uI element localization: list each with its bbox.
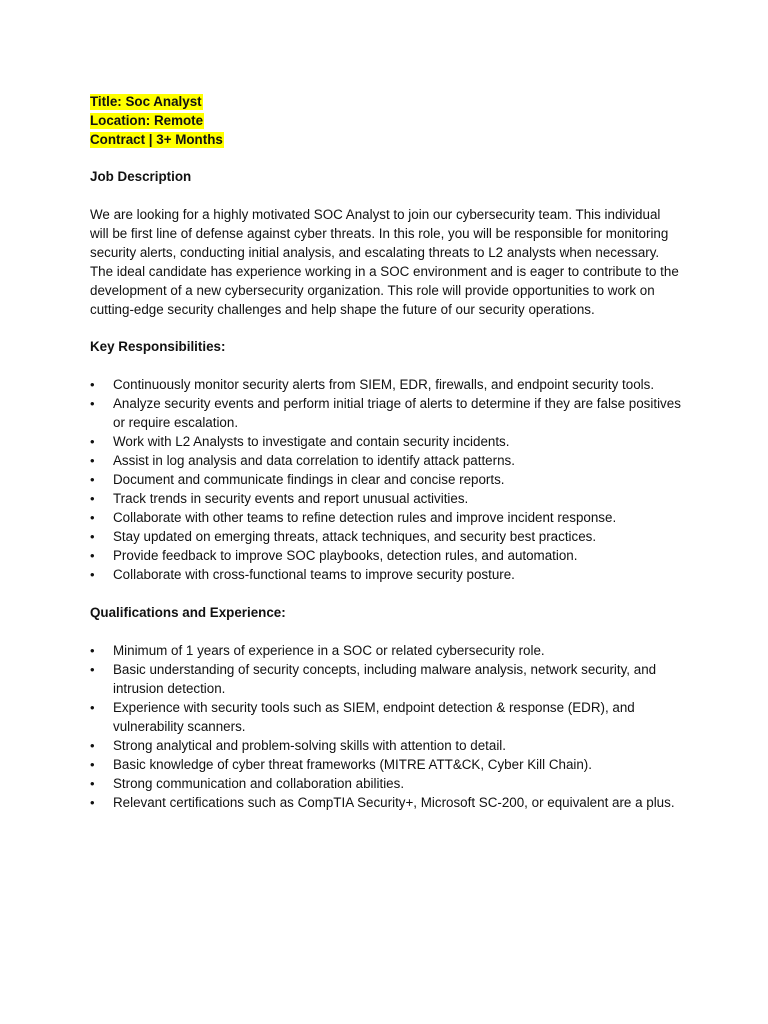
bullet-icon: • bbox=[90, 757, 95, 772]
list-item-text: Experience with security tools such as SIEM, endpoint detection & response (EDR), and vulnerability scanners. bbox=[113, 700, 635, 734]
bullet-icon: • bbox=[90, 795, 95, 810]
bullet-icon: • bbox=[90, 510, 95, 525]
list-item bbox=[90, 375, 682, 394]
list-item bbox=[90, 546, 682, 565]
list-item bbox=[90, 774, 682, 793]
document-page bbox=[90, 92, 682, 812]
list-item-text: Analyze security events and perform initial triage of alerts to determine if they are false positives or require escalation. bbox=[113, 396, 681, 430]
bullet-icon: • bbox=[90, 529, 95, 544]
list-item-text: Stay updated on emerging threats, attack techniques, and security best practices. bbox=[113, 529, 597, 544]
job-description-heading: Job Description bbox=[90, 169, 192, 184]
list-item bbox=[90, 660, 682, 698]
bullet-icon: • bbox=[90, 738, 95, 753]
bullet-icon: • bbox=[90, 491, 95, 506]
responsibilities-heading: Key Responsibilities: bbox=[90, 339, 226, 354]
list-item bbox=[90, 736, 682, 755]
bullet-icon: • bbox=[90, 567, 95, 582]
list-item-text: Continuously monitor security alerts from SIEM, EDR, firewalls, and endpoint security tools. bbox=[113, 377, 655, 392]
list-item bbox=[90, 698, 682, 736]
bullet-icon: • bbox=[90, 548, 95, 563]
list-item bbox=[90, 451, 682, 470]
bullet-icon: • bbox=[90, 472, 95, 487]
bullet-icon: • bbox=[90, 776, 95, 791]
list-item-text: Collaborate with cross-functional teams to improve security posture. bbox=[113, 567, 515, 582]
bullet-icon: • bbox=[90, 643, 95, 658]
list-item bbox=[90, 793, 682, 812]
responsibilities-list bbox=[90, 375, 682, 584]
bullet-icon: • bbox=[90, 396, 95, 411]
list-item bbox=[90, 641, 682, 660]
list-item bbox=[90, 508, 682, 527]
qualifications-heading: Qualifications and Experience: bbox=[90, 605, 286, 620]
list-item bbox=[90, 432, 682, 451]
list-item-text: Track trends in security events and report unusual activities. bbox=[113, 491, 469, 506]
list-item-text: Document and communicate findings in clear and concise reports. bbox=[113, 472, 505, 487]
list-item-text: Assist in log analysis and data correlation to identify attack patterns. bbox=[113, 453, 515, 468]
job-title: Title: Soc Analyst bbox=[90, 94, 202, 109]
list-item-text: Minimum of 1 years of experience in a SOC or related cybersecurity role. bbox=[113, 643, 545, 658]
list-item bbox=[90, 489, 682, 508]
job-description-paragraph: We are looking for a highly motivated SOC Analyst to join our cybersecurity team. This individual will be first line of defense against cyber threats. In this role, you will be responsible for monitoring security alerts, conducting initial analysis, and escalating threats to L2 analysts when necessary. The ideal candidate has experience working in a SOC environment and is eager to contribute to the development of a new cybersecurity organization. This role will provide opportunities to work on cutting-edge security challenges and help shape the future of our security operations. bbox=[90, 207, 679, 317]
list-item bbox=[90, 394, 682, 432]
bullet-icon: • bbox=[90, 434, 95, 449]
list-item-text: Provide feedback to improve SOC playbooks, detection rules, and automation. bbox=[113, 548, 578, 563]
bullet-icon: • bbox=[90, 662, 95, 677]
job-location: Location: Remote bbox=[90, 113, 204, 128]
list-item-text: Work with L2 Analysts to investigate and contain security incidents. bbox=[113, 434, 510, 449]
job-contract: Contract | 3+ Months bbox=[90, 132, 223, 147]
list-item bbox=[90, 755, 682, 774]
list-item bbox=[90, 470, 682, 489]
qualifications-list bbox=[90, 641, 682, 812]
bullet-icon: • bbox=[90, 453, 95, 468]
list-item-text: Basic knowledge of cyber threat frameworks (MITRE ATT&CK, Cyber Kill Chain). bbox=[113, 757, 592, 772]
list-item-text: Strong communication and collaboration abilities. bbox=[113, 776, 405, 791]
list-item-text: Collaborate with other teams to refine detection rules and improve incident response. bbox=[113, 510, 617, 525]
list-item bbox=[90, 527, 682, 546]
list-item-text: Relevant certifications such as CompTIA Security+, Microsoft SC-200, or equivalent are a plus. bbox=[113, 795, 675, 810]
bullet-icon: • bbox=[90, 700, 95, 715]
list-item-text: Basic understanding of security concepts, including malware analysis, network security, and intrusion detection. bbox=[113, 662, 657, 696]
list-item bbox=[90, 565, 682, 584]
job-header bbox=[90, 92, 682, 149]
list-item-text: Strong analytical and problem-solving skills with attention to detail. bbox=[113, 738, 506, 753]
bullet-icon: • bbox=[90, 377, 95, 392]
